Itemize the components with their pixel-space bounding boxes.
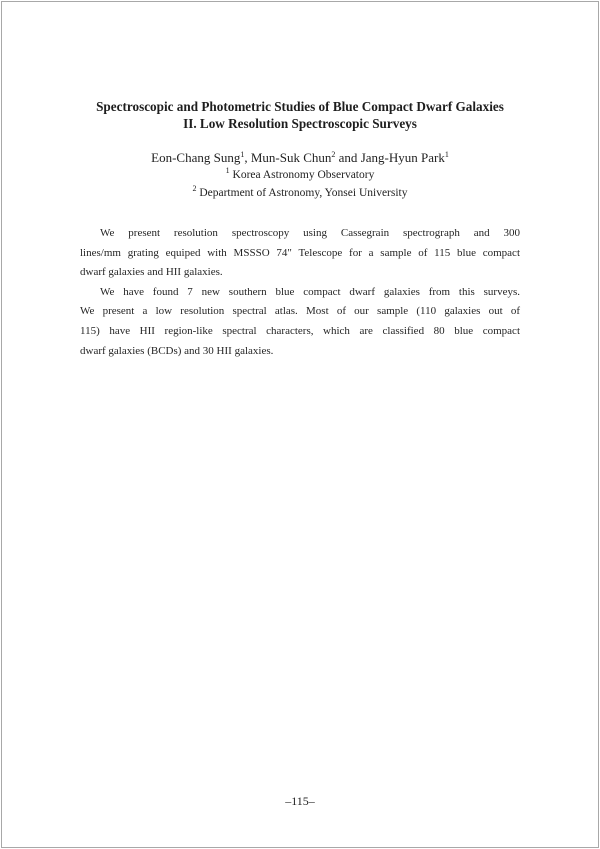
abstract-line: We present a low resolution spectral atlas. Most of our sample (110 galaxies out of [80,305,520,318]
abstract-line: dwarf galaxies and HII galaxies. [80,266,223,279]
affiliation-mark: 2 [192,184,197,193]
abstract-line: We present resolution spectroscopy using Cassegrain spectrograph and 300 [100,227,520,239]
affiliation [0,186,600,200]
author-name: Eon-Chang Sung [151,150,241,165]
affiliation-mark: 1 [225,166,230,175]
author-affiliation-mark: 1 [240,150,245,159]
paper-title: Spectroscopic and Photometric Studies of Blue Compact Dwarf Galaxies [96,99,504,114]
abstract-line: dwarf galaxies (BCDs) and 30 HII galaxies. [80,344,274,357]
paper-subtitle: II. Low Resolution Spectroscopic Surveys [183,116,417,131]
author-list [0,150,600,166]
abstract-line: lines/mm grating equiped with MSSSO 74" Telescope for a sample of 115 blue compact [80,246,520,259]
abstract-line: We have found 7 new southern blue compact dwarf galaxies from this surveys. [100,285,520,298]
author-affiliation-mark: 2 [331,150,336,159]
abstract [80,224,520,361]
affiliation [0,168,600,182]
affiliation-text: Korea Astronomy Observatory [232,169,375,181]
author-name: Mun-Suk Chun [250,150,332,165]
affiliation-text: Department of Astronomy, Yonsei University [199,187,408,199]
author-separator: and [335,150,361,165]
author-name: Jang-Hyun Park [360,150,445,165]
page-number: –115– [285,794,315,808]
abstract-line: 115) have HII region-like spectral characters, which are classified 80 blue compact [80,324,520,337]
author-affiliation-mark: 1 [444,150,449,159]
author-separator: , [244,150,251,165]
